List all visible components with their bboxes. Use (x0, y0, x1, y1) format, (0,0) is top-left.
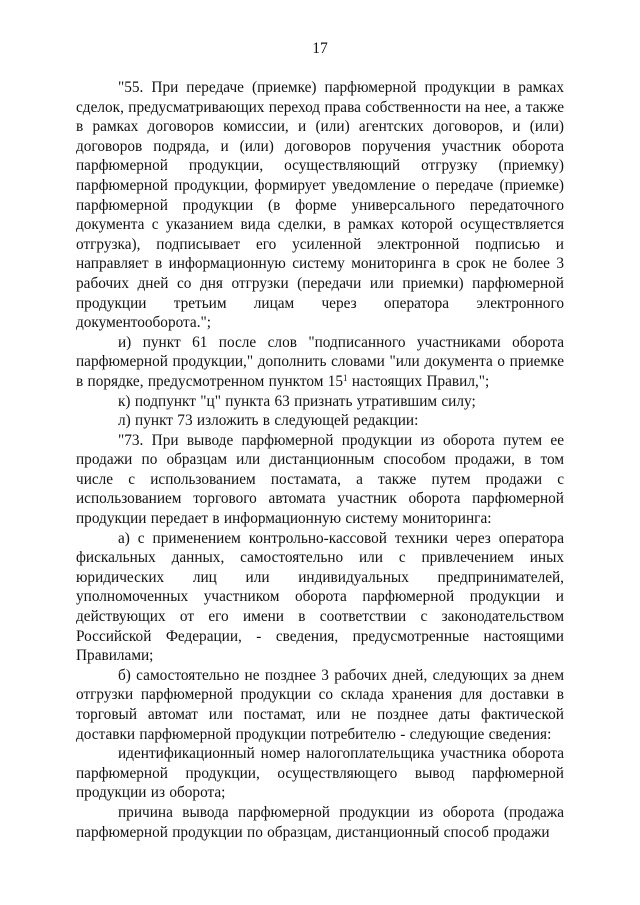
paragraph-clause-73: "73. При выводе парфюмерной продукции из оборота путем ее продажи по образцам или дистанционным способом продажи, в том числе с использованием постамата, а также путем продажи с использованием торгового автомата участник оборота парфюмерной продукции передает в информационную систему мониторинга: (76, 431, 564, 528)
paragraph-subitem-a: а) с применением контрольно-кассовой техники через оператора фискальных данных, самостоятельно или с привлечением иных юридических лиц или индивидуальных предпринимателей, уполномоченных участником оборота парфюмерной продукции и действующих от его имени в соответствии с законодательством Российской Федерации, - сведения, предусмотренные настоящими Правилами; (76, 529, 564, 665)
superscript-marker: 1 (343, 372, 348, 383)
paragraph-withdrawal-reason: причина вывода парфюмерной продукции из оборота (продажа парфюмерной продукции по образцам, дистанционный способ продажи (76, 803, 564, 841)
paragraph-taxpayer-id: идентификационный номер налогоплательщика участника оборота парфюмерной продукции, осуществляющего вывод парфюмерной продукции из оборота; (76, 745, 564, 802)
document-body (76, 78, 564, 842)
paragraph-item-i (76, 333, 564, 392)
paragraph-item-i-text: и) пункт 61 после слов "подписанного участниками оборота парфюмерной продукции," дополнить словами "или документа о приемке в порядке, предусмотренном пунктом 15 (76, 333, 564, 390)
paragraph-item-l: л) пункт 73 изложить в следующей редакции: (118, 412, 419, 430)
paragraph-item-k: к) подпункт "ц" пункта 63 признать утратившим силу; (118, 392, 476, 410)
page-number: 17 (312, 40, 328, 57)
paragraph-clause-55: "55. При передаче (приемке) парфюмерной продукции в рамках сделок, предусматривающих переход права собственности на нее, а также в рамках договоров комиссии, и (или) агентских договоров, и (или) договоров подряда, и (или) договоров поручения участник оборота парфюмерной продукции, осуществляющий отгрузку (приемку) парфюмерной продукции, формирует уведомление о передаче (приемке) парфюмерной продукции (в форме универсального передаточного документа с указанием вида сделки, в рамках которой осуществляется отгрузка), подписывает его усиленной электронной подписью и направляет в информационную систему мониторинга в срок не более 3 рабочих дней со дня отгрузки (передачи или приемки) парфюмерной продукции третьим лицам через оператора электронного документооборота."; (76, 79, 564, 332)
paragraph-item-i-tail: настоящих Правил,"; (347, 372, 490, 390)
paragraph-subitem-b: б) самостоятельно не позднее 3 рабочих дней, следующих за днем отгрузки парфюмерной продукции со склада хранения для доставки в торговый автомат или постамат, или не позднее даты фактической доставки парфюмерной продукции потребителю - следующие сведения: (76, 666, 564, 743)
